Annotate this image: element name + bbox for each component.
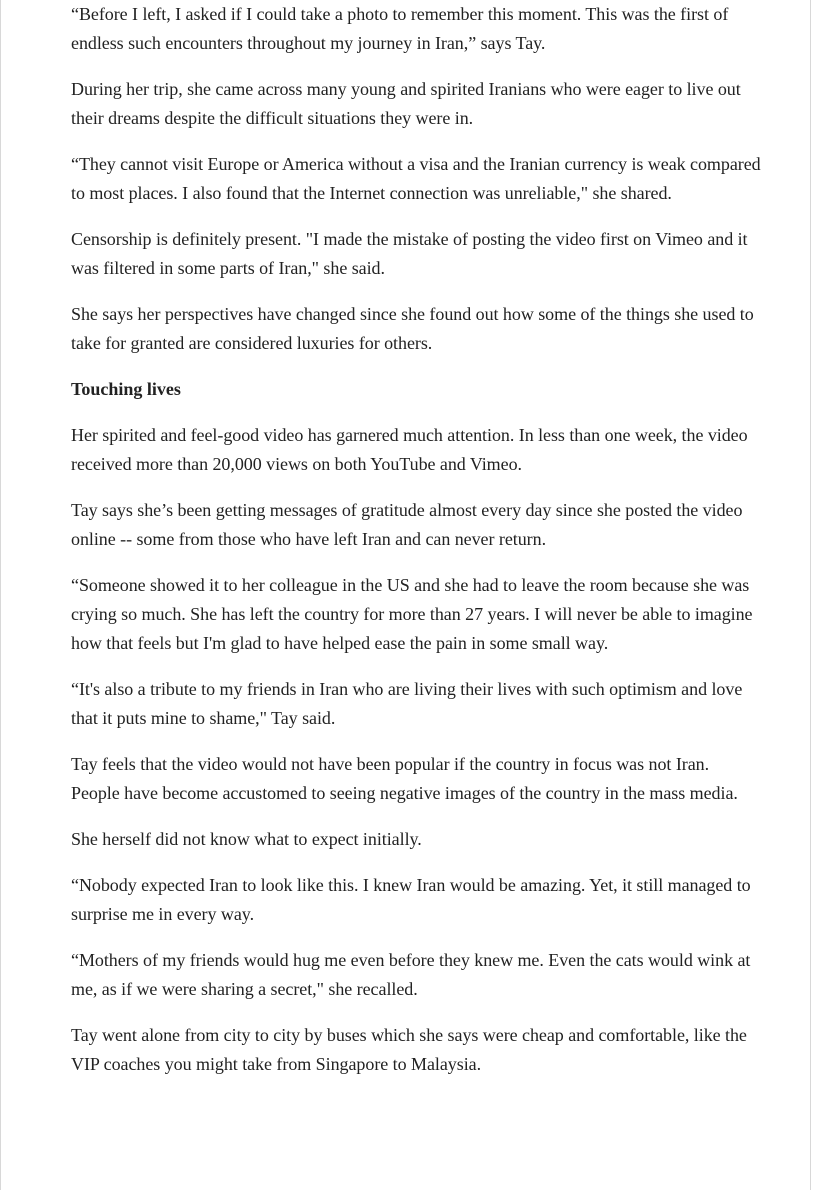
article-paragraph: “They cannot visit Europe or America without a visa and the Iranian currency is weak compared to most places. I also found that the Internet connection was unreliable," she shared. [71, 154, 761, 203]
article-paragraph: Her spirited and feel-good video has garnered much attention. In less than one week, the video received more than 20,000 views on both YouTube and Vimeo. [71, 425, 748, 474]
article-paragraph: During her trip, she came across many young and spirited Iranians who were eager to live out their dreams despite the difficult situations they were in. [71, 79, 741, 128]
article-paragraph: Tay went alone from city to city by buses which she says were cheap and comfortable, like the VIP coaches you might take from Singapore to Malaysia. [71, 1025, 747, 1074]
article-body [71, 0, 761, 1096]
section-subheading: Touching lives [71, 379, 181, 399]
article-paragraph: She says her perspectives have changed since she found out how some of the things she used to take for granted are considered luxuries for others. [71, 304, 754, 353]
article-paragraph: Tay feels that the video would not have been popular if the country in focus was not Iran. People have become accustomed to seeing negative images of the country in the mass media. [71, 754, 738, 803]
article-paragraph: “Before I left, I asked if I could take a photo to remember this moment. This was the first of endless such encounters throughout my journey in Iran,” says Tay. [71, 4, 729, 53]
article-paragraph: She herself did not know what to expect initially. [71, 829, 422, 849]
article-paragraph: “Nobody expected Iran to look like this. I knew Iran would be amazing. Yet, it still managed to surprise me in every way. [71, 875, 751, 924]
article-paragraph: Tay says she’s been getting messages of gratitude almost every day since she posted the video online -- some from those who have left Iran and can never return. [71, 500, 743, 549]
article-paragraph: “It's also a tribute to my friends in Iran who are living their lives with such optimism and love that it puts mine to shame," Tay said. [71, 679, 743, 728]
article-paragraph: “Someone showed it to her colleague in the US and she had to leave the room because she was crying so much. She has left the country for more than 27 years. I will never be able to imagine how that feels but I'm glad to have helped ease the pain in some small way. [71, 575, 753, 653]
article-paragraph: Censorship is definitely present. "I made the mistake of posting the video first on Vimeo and it was filtered in some parts of Iran," she said. [71, 229, 748, 278]
article-paragraph: “Mothers of my friends would hug me even before they knew me. Even the cats would wink at me, as if we were sharing a secret," she recalled. [71, 950, 751, 999]
